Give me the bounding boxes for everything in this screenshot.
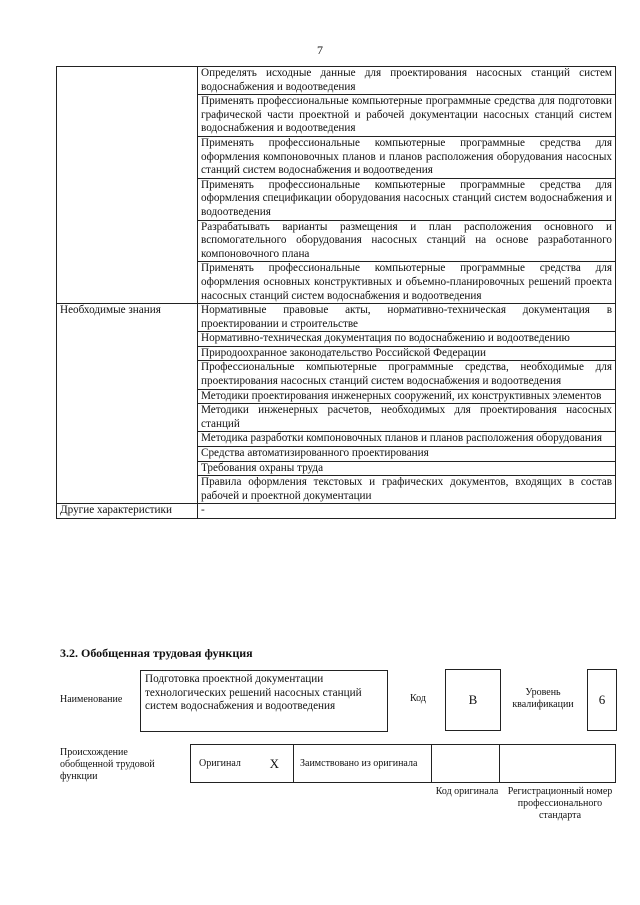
registration-number-cell bbox=[500, 745, 616, 783]
level-label: Уровень квалификации bbox=[512, 687, 574, 710]
original-cell bbox=[191, 745, 294, 783]
knowledge-label: Необходимые знания bbox=[57, 304, 198, 504]
code-original-cell bbox=[432, 745, 500, 783]
knowledge-item: Правила оформления текстовых и графических документов, входящих в состав рабочей и проектной документации bbox=[198, 476, 616, 504]
original-mark: X bbox=[269, 755, 279, 771]
knowledge-item: Нормативные правовые акты, нормативно-техническая документация в проектировании и строительстве bbox=[198, 304, 616, 332]
skill-item: Применять профессиональные компьютерные программные средства для оформления спецификации оборудования насосных станций систем водоснабжения и водоотведения bbox=[198, 178, 616, 220]
name-value: Подготовка проектной документации технологических решений насосных станций систем водоснабжения и водоотведения bbox=[140, 670, 388, 732]
skills-label-cell bbox=[57, 67, 198, 304]
code-value: B bbox=[445, 669, 501, 731]
knowledge-item: Природоохранное законодательство Российской Федерации bbox=[198, 346, 616, 361]
registration-number-label: Регистрационный номер профессионального стандарта bbox=[507, 786, 613, 821]
borrowed-cell bbox=[294, 745, 432, 783]
knowledge-item: Методика разработки компоновочных планов и планов расположения оборудования bbox=[198, 432, 616, 447]
other-characteristics-value: - bbox=[198, 504, 616, 519]
page-number: 7 bbox=[317, 43, 323, 57]
knowledge-item: Требования охраны труда bbox=[198, 461, 616, 476]
skill-item: Применять профессиональные компьютерные программные средства для оформления компоновочных планов и планов расположения оборудования насосных станций систем водоснабжения и водоотведения bbox=[198, 136, 616, 178]
section-title: 3.2. Обобщенная трудовая функция bbox=[60, 646, 253, 660]
level-value: 6 bbox=[587, 669, 617, 731]
skill-item: Применять профессиональные компьютерные программные средства для оформления основных конструктивных и объемно-планировочных решений проекта насосных станций систем водоснабжения и водоотведения bbox=[198, 262, 616, 304]
skill-item: Разрабатывать варианты размещения и план расположения основного и вспомогательного оборудования насосных станций на основе разработанного компоновочного плана bbox=[198, 220, 616, 262]
original-label: Оригинал bbox=[199, 758, 241, 769]
other-characteristics-label: Другие характеристики bbox=[57, 504, 198, 519]
origin-label: Происхождение обобщенной трудовой функции bbox=[60, 747, 155, 782]
knowledge-item: Нормативно-техническая документация по водоснабжению и водоотведению bbox=[198, 332, 616, 347]
knowledge-skills-table bbox=[56, 66, 616, 519]
knowledge-item: Средства автоматизированного проектирования bbox=[198, 447, 616, 462]
origin-table bbox=[190, 744, 616, 783]
skill-item: Применять профессиональные компьютерные программные средства для подготовки графической части проектной и рабочей документации насосных станций систем водоснабжения и водоотведения bbox=[198, 95, 616, 137]
code-label: Код bbox=[410, 693, 426, 704]
skill-item: Определять исходные данные для проектирования насосных станций систем водоснабжения и водоотведения bbox=[198, 67, 616, 95]
borrowed-label: Заимствовано из оригинала bbox=[300, 757, 418, 769]
name-label: Наименование bbox=[60, 694, 123, 705]
knowledge-item: Методики проектирования инженерных сооружений, их конструктивных элементов bbox=[198, 389, 616, 404]
knowledge-item: Методики инженерных расчетов, необходимых для проектирования насосных станций bbox=[198, 404, 616, 432]
knowledge-item: Профессиональные компьютерные программные средства, необходимые для проектирования насосных станций систем водоснабжения и водоотведения bbox=[198, 361, 616, 389]
code-original-label: Код оригинала bbox=[435, 786, 499, 797]
